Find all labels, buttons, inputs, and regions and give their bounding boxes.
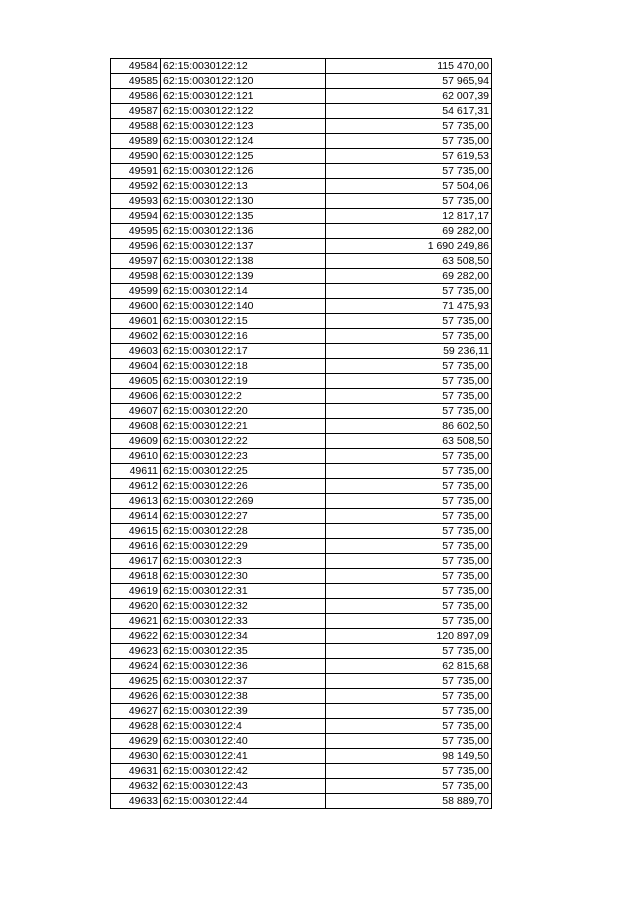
- cadastral-value-cell: 12 817,17: [326, 209, 492, 224]
- table-row: [111, 494, 492, 509]
- table-row: [111, 509, 492, 524]
- cadastral-value-cell: 57 735,00: [326, 779, 492, 794]
- table-row: [111, 149, 492, 164]
- table-row: [111, 239, 492, 254]
- table-row: [111, 89, 492, 104]
- row-number-cell: 49600: [111, 299, 161, 314]
- cadastral-number-cell: 62:15:0030122:120: [161, 74, 326, 89]
- cadastral-value-cell: 57 735,00: [326, 449, 492, 464]
- cadastral-value-cell: 57 735,00: [326, 734, 492, 749]
- cadastral-value-cell: 57 735,00: [326, 479, 492, 494]
- cadastral-number-cell: 62:15:0030122:32: [161, 599, 326, 614]
- cadastral-value-cell: 57 735,00: [326, 509, 492, 524]
- cadastral-value-cell: 57 735,00: [326, 389, 492, 404]
- table-body: [111, 59, 492, 809]
- table-row: [111, 224, 492, 239]
- row-number-cell: 49593: [111, 194, 161, 209]
- table-row: [111, 404, 492, 419]
- cadastral-value-cell: 115 470,00: [326, 59, 492, 74]
- cadastral-number-cell: 62:15:0030122:126: [161, 164, 326, 179]
- table-row: [111, 119, 492, 134]
- cadastral-value-cell: 57 735,00: [326, 284, 492, 299]
- table-row: [111, 464, 492, 479]
- table-row: [111, 284, 492, 299]
- cadastral-value-cell: 98 149,50: [326, 749, 492, 764]
- row-number-cell: 49631: [111, 764, 161, 779]
- cadastral-value-cell: 57 735,00: [326, 494, 492, 509]
- cadastral-value-cell: 57 735,00: [326, 524, 492, 539]
- cadastral-number-cell: 62:15:0030122:21: [161, 419, 326, 434]
- row-number-cell: 49618: [111, 569, 161, 584]
- table-row: [111, 419, 492, 434]
- cadastral-number-cell: 62:15:0030122:3: [161, 554, 326, 569]
- cadastral-value-cell: 1 690 249,86: [326, 239, 492, 254]
- table-row: [111, 554, 492, 569]
- row-number-cell: 49630: [111, 749, 161, 764]
- row-number-cell: 49588: [111, 119, 161, 134]
- cadastral-number-cell: 62:15:0030122:44: [161, 794, 326, 809]
- table-row: [111, 539, 492, 554]
- table-row: [111, 584, 492, 599]
- cadastral-number-cell: 62:15:0030122:122: [161, 104, 326, 119]
- cadastral-value-table: [110, 58, 492, 809]
- cadastral-value-cell: 57 735,00: [326, 764, 492, 779]
- row-number-cell: 49606: [111, 389, 161, 404]
- cadastral-number-cell: 62:15:0030122:16: [161, 329, 326, 344]
- row-number-cell: 49596: [111, 239, 161, 254]
- table-row: [111, 374, 492, 389]
- table-row: [111, 134, 492, 149]
- cadastral-number-cell: 62:15:0030122:28: [161, 524, 326, 539]
- row-number-cell: 49599: [111, 284, 161, 299]
- row-number-cell: 49632: [111, 779, 161, 794]
- row-number-cell: 49592: [111, 179, 161, 194]
- cadastral-number-cell: 62:15:0030122:4: [161, 719, 326, 734]
- cadastral-number-cell: 62:15:0030122:136: [161, 224, 326, 239]
- cadastral-value-cell: 63 508,50: [326, 254, 492, 269]
- row-number-cell: 49633: [111, 794, 161, 809]
- table-row: [111, 794, 492, 809]
- row-number-cell: 49620: [111, 599, 161, 614]
- row-number-cell: 49589: [111, 134, 161, 149]
- cadastral-value-cell: 62 007,39: [326, 89, 492, 104]
- cadastral-value-cell: 120 897,09: [326, 629, 492, 644]
- table-row: [111, 104, 492, 119]
- row-number-cell: 49611: [111, 464, 161, 479]
- row-number-cell: 49594: [111, 209, 161, 224]
- table-row: [111, 614, 492, 629]
- row-number-cell: 49586: [111, 89, 161, 104]
- table-row: [111, 569, 492, 584]
- row-number-cell: 49605: [111, 374, 161, 389]
- cadastral-number-cell: 62:15:0030122:125: [161, 149, 326, 164]
- cadastral-number-cell: 62:15:0030122:12: [161, 59, 326, 74]
- cadastral-number-cell: 62:15:0030122:36: [161, 659, 326, 674]
- cadastral-number-cell: 62:15:0030122:14: [161, 284, 326, 299]
- cadastral-value-cell: 57 735,00: [326, 329, 492, 344]
- table-row: [111, 704, 492, 719]
- row-number-cell: 49614: [111, 509, 161, 524]
- cadastral-number-cell: 62:15:0030122:41: [161, 749, 326, 764]
- cadastral-value-cell: 57 735,00: [326, 134, 492, 149]
- row-number-cell: 49625: [111, 674, 161, 689]
- table-row: [111, 764, 492, 779]
- row-number-cell: 49590: [111, 149, 161, 164]
- cadastral-value-cell: 59 236,11: [326, 344, 492, 359]
- table-row: [111, 644, 492, 659]
- cadastral-number-cell: 62:15:0030122:22: [161, 434, 326, 449]
- row-number-cell: 49585: [111, 74, 161, 89]
- cadastral-value-cell: 57 735,00: [326, 719, 492, 734]
- table-row: [111, 254, 492, 269]
- cadastral-number-cell: 62:15:0030122:31: [161, 584, 326, 599]
- table-row: [111, 389, 492, 404]
- cadastral-number-cell: 62:15:0030122:123: [161, 119, 326, 134]
- row-number-cell: 49628: [111, 719, 161, 734]
- cadastral-value-cell: 58 889,70: [326, 794, 492, 809]
- cadastral-number-cell: 62:15:0030122:139: [161, 269, 326, 284]
- cadastral-value-cell: 57 735,00: [326, 314, 492, 329]
- table-row: [111, 344, 492, 359]
- row-number-cell: 49597: [111, 254, 161, 269]
- table-row: [111, 734, 492, 749]
- cadastral-number-cell: 62:15:0030122:130: [161, 194, 326, 209]
- row-number-cell: 49612: [111, 479, 161, 494]
- table-row: [111, 524, 492, 539]
- row-number-cell: 49608: [111, 419, 161, 434]
- row-number-cell: 49613: [111, 494, 161, 509]
- table-row: [111, 59, 492, 74]
- table-row: [111, 299, 492, 314]
- row-number-cell: 49623: [111, 644, 161, 659]
- cadastral-value-cell: 69 282,00: [326, 224, 492, 239]
- table-row: [111, 209, 492, 224]
- table-row: [111, 269, 492, 284]
- row-number-cell: 49629: [111, 734, 161, 749]
- cadastral-number-cell: 62:15:0030122:18: [161, 359, 326, 374]
- cadastral-number-cell: 62:15:0030122:269: [161, 494, 326, 509]
- row-number-cell: 49601: [111, 314, 161, 329]
- row-number-cell: 49603: [111, 344, 161, 359]
- cadastral-number-cell: 62:15:0030122:38: [161, 689, 326, 704]
- cadastral-number-cell: 62:15:0030122:23: [161, 449, 326, 464]
- table-row: [111, 314, 492, 329]
- row-number-cell: 49591: [111, 164, 161, 179]
- table-row: [111, 179, 492, 194]
- table-row: [111, 434, 492, 449]
- table-row: [111, 479, 492, 494]
- cadastral-value-cell: 57 735,00: [326, 404, 492, 419]
- cadastral-number-cell: 62:15:0030122:135: [161, 209, 326, 224]
- cadastral-value-cell: 57 735,00: [326, 539, 492, 554]
- cadastral-value-cell: 57 735,00: [326, 464, 492, 479]
- cadastral-number-cell: 62:15:0030122:124: [161, 134, 326, 149]
- table-row: [111, 719, 492, 734]
- table-row: [111, 164, 492, 179]
- cadastral-number-cell: 62:15:0030122:26: [161, 479, 326, 494]
- cadastral-value-cell: 57 735,00: [326, 119, 492, 134]
- cadastral-number-cell: 62:15:0030122:19: [161, 374, 326, 389]
- cadastral-number-cell: 62:15:0030122:140: [161, 299, 326, 314]
- cadastral-value-cell: 57 965,94: [326, 74, 492, 89]
- row-number-cell: 49595: [111, 224, 161, 239]
- cadastral-value-cell: 57 735,00: [326, 584, 492, 599]
- cadastral-number-cell: 62:15:0030122:29: [161, 539, 326, 554]
- cadastral-number-cell: 62:15:0030122:15: [161, 314, 326, 329]
- cadastral-value-cell: 57 735,00: [326, 689, 492, 704]
- cadastral-value-cell: 57 735,00: [326, 674, 492, 689]
- cadastral-number-cell: 62:15:0030122:39: [161, 704, 326, 719]
- cadastral-value-cell: 57 735,00: [326, 374, 492, 389]
- cadastral-value-cell: 57 619,53: [326, 149, 492, 164]
- cadastral-value-cell: 63 508,50: [326, 434, 492, 449]
- table-row: [111, 74, 492, 89]
- row-number-cell: 49610: [111, 449, 161, 464]
- cadastral-value-cell: 86 602,50: [326, 419, 492, 434]
- table-row: [111, 659, 492, 674]
- cadastral-number-cell: 62:15:0030122:43: [161, 779, 326, 794]
- cadastral-number-cell: 62:15:0030122:35: [161, 644, 326, 659]
- cadastral-value-cell: 57 504,06: [326, 179, 492, 194]
- cadastral-value-cell: 57 735,00: [326, 164, 492, 179]
- table-row: [111, 779, 492, 794]
- row-number-cell: 49622: [111, 629, 161, 644]
- cadastral-number-cell: 62:15:0030122:42: [161, 764, 326, 779]
- cadastral-value-cell: 69 282,00: [326, 269, 492, 284]
- table-row: [111, 329, 492, 344]
- cadastral-number-cell: 62:15:0030122:25: [161, 464, 326, 479]
- cadastral-value-cell: 57 735,00: [326, 194, 492, 209]
- table-row: [111, 629, 492, 644]
- cadastral-value-cell: 57 735,00: [326, 614, 492, 629]
- row-number-cell: 49626: [111, 689, 161, 704]
- cadastral-number-cell: 62:15:0030122:17: [161, 344, 326, 359]
- cadastral-number-cell: 62:15:0030122:40: [161, 734, 326, 749]
- cadastral-number-cell: 62:15:0030122:30: [161, 569, 326, 584]
- cadastral-value-cell: 57 735,00: [326, 644, 492, 659]
- cadastral-number-cell: 62:15:0030122:137: [161, 239, 326, 254]
- table-row: [111, 194, 492, 209]
- cadastral-value-cell: 57 735,00: [326, 569, 492, 584]
- cadastral-number-cell: 62:15:0030122:138: [161, 254, 326, 269]
- cadastral-number-cell: 62:15:0030122:37: [161, 674, 326, 689]
- row-number-cell: 49607: [111, 404, 161, 419]
- cadastral-value-cell: 57 735,00: [326, 599, 492, 614]
- row-number-cell: 49602: [111, 329, 161, 344]
- cadastral-number-cell: 62:15:0030122:33: [161, 614, 326, 629]
- row-number-cell: 49619: [111, 584, 161, 599]
- table-row: [111, 359, 492, 374]
- cadastral-number-cell: 62:15:0030122:27: [161, 509, 326, 524]
- cadastral-value-cell: 57 735,00: [326, 704, 492, 719]
- cadastral-number-cell: 62:15:0030122:2: [161, 389, 326, 404]
- cadastral-number-cell: 62:15:0030122:13: [161, 179, 326, 194]
- table-row: [111, 689, 492, 704]
- row-number-cell: 49598: [111, 269, 161, 284]
- cadastral-value-cell: 54 617,31: [326, 104, 492, 119]
- row-number-cell: 49587: [111, 104, 161, 119]
- row-number-cell: 49624: [111, 659, 161, 674]
- row-number-cell: 49615: [111, 524, 161, 539]
- row-number-cell: 49609: [111, 434, 161, 449]
- row-number-cell: 49604: [111, 359, 161, 374]
- row-number-cell: 49584: [111, 59, 161, 74]
- cadastral-value-cell: 57 735,00: [326, 359, 492, 374]
- table-row: [111, 749, 492, 764]
- cadastral-value-cell: 57 735,00: [326, 554, 492, 569]
- row-number-cell: 49617: [111, 554, 161, 569]
- row-number-cell: 49621: [111, 614, 161, 629]
- row-number-cell: 49616: [111, 539, 161, 554]
- cadastral-number-cell: 62:15:0030122:20: [161, 404, 326, 419]
- cadastral-value-cell: 62 815,68: [326, 659, 492, 674]
- row-number-cell: 49627: [111, 704, 161, 719]
- table-row: [111, 599, 492, 614]
- cadastral-number-cell: 62:15:0030122:34: [161, 629, 326, 644]
- cadastral-value-cell: 71 475,93: [326, 299, 492, 314]
- table-row: [111, 674, 492, 689]
- table-row: [111, 449, 492, 464]
- cadastral-number-cell: 62:15:0030122:121: [161, 89, 326, 104]
